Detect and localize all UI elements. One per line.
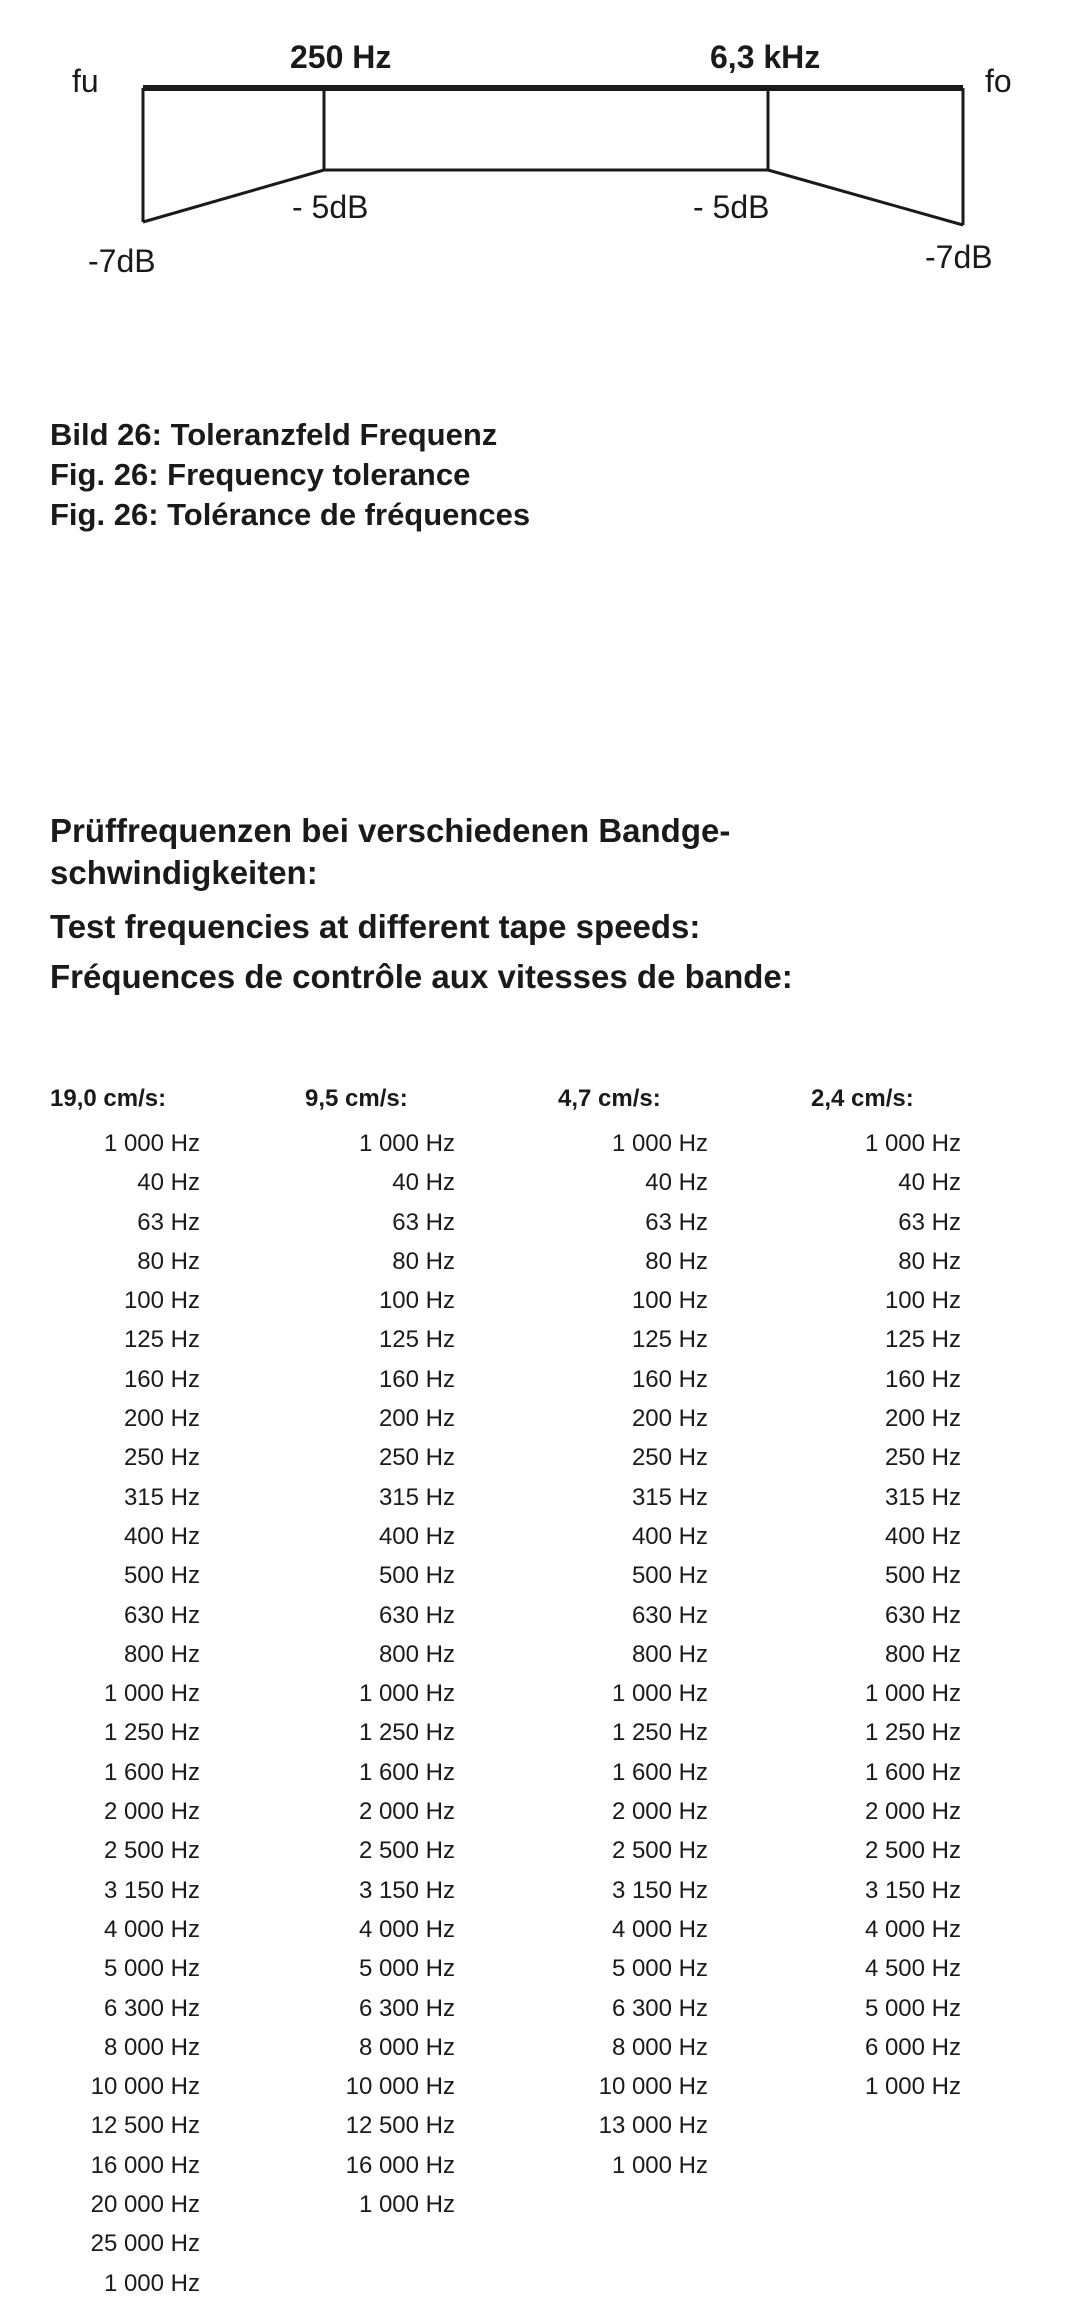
speed-column-2-4 xyxy=(811,1083,961,2106)
frequency-cell: 4 000 Hz xyxy=(103,1915,200,1943)
frequency-cell: 800 Hz xyxy=(631,1640,708,1668)
frequency-cell: 1 000 Hz xyxy=(103,1680,200,1708)
frequency-cell: 200 Hz xyxy=(631,1405,708,1433)
frequency-cell: 6 000 Hz xyxy=(864,2033,961,2061)
frequency-cell: 63 Hz xyxy=(898,1208,961,1236)
frequency-cell: 12 500 Hz xyxy=(90,2112,200,2140)
frequency-cell: 250 Hz xyxy=(884,1444,961,1472)
frequency-cell: 1 250 Hz xyxy=(864,1719,961,1747)
frequency-cell: 40 Hz xyxy=(898,1169,961,1197)
frequency-cell: 2 500 Hz xyxy=(103,1837,200,1865)
frequency-cell: 16 000 Hz xyxy=(345,2151,455,2179)
heading-french: Fréquences de contrôle aux vitesses de bande: xyxy=(50,958,793,995)
frequency-cell: 1 600 Hz xyxy=(103,1758,200,1786)
frequency-cell: 12 500 Hz xyxy=(345,2112,455,2140)
caption-english: Fig. 26: Frequency tolerance xyxy=(50,457,471,492)
label-6-3khz: 6,3 kHz xyxy=(710,39,821,75)
heading-german-line2: schwindigkeiten: xyxy=(50,854,318,891)
frequency-cell: 5 000 Hz xyxy=(611,1955,708,1983)
frequency-cell: 3 150 Hz xyxy=(864,1876,961,1904)
frequency-cell: 5 000 Hz xyxy=(103,1955,200,1983)
frequency-cell: 1 000 Hz xyxy=(358,1680,455,1708)
frequency-cell: 1 000 Hz xyxy=(358,2191,455,2219)
frequency-cell: 800 Hz xyxy=(884,1640,961,1668)
frequency-tolerance-diagram xyxy=(0,0,1072,300)
frequency-cell: 8 000 Hz xyxy=(358,2033,455,2061)
frequency-cell: 100 Hz xyxy=(631,1287,708,1315)
frequency-cell: 500 Hz xyxy=(123,1562,200,1590)
frequency-cell: 10 000 Hz xyxy=(90,2073,200,2101)
frequency-cell: 6 300 Hz xyxy=(103,1994,200,2022)
frequency-cell: 100 Hz xyxy=(378,1287,455,1315)
frequency-cell: 80 Hz xyxy=(392,1247,455,1275)
section-heading xyxy=(50,810,1010,998)
frequency-cell: 3 150 Hz xyxy=(611,1876,708,1904)
frequency-cell: 1 000 Hz xyxy=(611,1130,708,1157)
label-minus5db-left: - 5dB xyxy=(292,189,369,225)
heading-english: Test frequencies at different tape speeds: xyxy=(50,908,701,945)
frequency-cell: 40 Hz xyxy=(137,1169,200,1197)
frequency-cell: 1 250 Hz xyxy=(103,1719,200,1747)
frequency-cell: 160 Hz xyxy=(631,1365,708,1393)
frequency-cell: 1 600 Hz xyxy=(864,1758,961,1786)
frequency-cell: 630 Hz xyxy=(123,1601,200,1629)
frequency-cell: 800 Hz xyxy=(378,1640,455,1668)
frequency-cell: 5 000 Hz xyxy=(358,1955,455,1983)
frequency-cell: 630 Hz xyxy=(631,1601,708,1629)
frequency-cell: 10 000 Hz xyxy=(598,2073,708,2101)
frequency-cell: 315 Hz xyxy=(631,1483,708,1511)
frequency-cell: 100 Hz xyxy=(884,1287,961,1315)
frequency-cell: 125 Hz xyxy=(884,1326,961,1354)
frequency-cell: 800 Hz xyxy=(123,1640,200,1668)
frequency-cell: 1 000 Hz xyxy=(864,2073,961,2101)
frequency-cell: 5 000 Hz xyxy=(864,1994,961,2022)
frequency-cell: 40 Hz xyxy=(392,1169,455,1197)
frequency-cell: 1 000 Hz xyxy=(103,2269,200,2297)
frequency-cell: 125 Hz xyxy=(631,1326,708,1354)
caption-german: Bild 26: Toleranzfeld Frequenz xyxy=(50,417,498,452)
frequency-cell: 3 150 Hz xyxy=(103,1876,200,1904)
frequency-cell: 250 Hz xyxy=(123,1444,200,1472)
heading-german-line1: Prüffrequenzen bei verschiedenen Bandge- xyxy=(50,812,731,849)
frequency-cell: 40 Hz xyxy=(645,1169,708,1197)
frequency-cell: 160 Hz xyxy=(884,1365,961,1393)
frequency-cell: 500 Hz xyxy=(631,1562,708,1590)
frequency-cell: 6 300 Hz xyxy=(611,1994,708,2022)
frequency-cell: 100 Hz xyxy=(123,1287,200,1315)
frequency-cell: 8 000 Hz xyxy=(611,2033,708,2061)
frequency-cell: 1 000 Hz xyxy=(864,1680,961,1708)
frequency-cell: 315 Hz xyxy=(123,1483,200,1511)
frequency-cell: 2 000 Hz xyxy=(864,1798,961,1826)
frequency-cell: 4 000 Hz xyxy=(358,1915,455,1943)
frequency-cell: 1 000 Hz xyxy=(103,1130,200,1157)
frequency-cell: 2 000 Hz xyxy=(103,1798,200,1826)
frequency-cell: 160 Hz xyxy=(123,1365,200,1393)
frequency-cell: 2 000 Hz xyxy=(358,1798,455,1826)
frequency-cell: 80 Hz xyxy=(645,1247,708,1275)
label-minus7db-left: -7dB xyxy=(88,243,156,279)
speed-column-9-5 xyxy=(305,1083,455,2224)
frequency-cell: 500 Hz xyxy=(884,1562,961,1590)
frequency-cell: 80 Hz xyxy=(898,1247,961,1275)
frequency-cell: 125 Hz xyxy=(378,1326,455,1354)
label-minus7db-right: -7dB xyxy=(925,239,993,275)
frequency-cell: 200 Hz xyxy=(378,1405,455,1433)
frequency-cell: 2 500 Hz xyxy=(358,1837,455,1865)
frequency-cell: 250 Hz xyxy=(378,1444,455,1472)
frequency-cell: 400 Hz xyxy=(378,1522,455,1550)
column-header: 9,5 cm/s: xyxy=(305,1085,408,1112)
frequency-cell: 8 000 Hz xyxy=(103,2033,200,2061)
frequency-cell: 1 000 Hz xyxy=(864,1130,961,1157)
frequency-cell: 3 150 Hz xyxy=(358,1876,455,1904)
frequency-cell: 2 500 Hz xyxy=(611,1837,708,1865)
frequency-cell: 1 600 Hz xyxy=(358,1758,455,1786)
speed-column-4-7 xyxy=(558,1083,708,2185)
frequency-cell: 4 000 Hz xyxy=(611,1915,708,1943)
frequency-cell: 500 Hz xyxy=(378,1562,455,1590)
frequency-cell: 20 000 Hz xyxy=(90,2191,200,2219)
right-slope-line xyxy=(768,170,963,225)
frequency-cell: 2 500 Hz xyxy=(864,1837,961,1865)
frequency-cell: 4 500 Hz xyxy=(864,1955,961,1983)
frequency-cell: 1 000 Hz xyxy=(611,2151,708,2179)
frequency-cell: 250 Hz xyxy=(631,1444,708,1472)
label-fo: fo xyxy=(985,63,1012,99)
column-header: 4,7 cm/s: xyxy=(558,1085,661,1112)
caption-french: Fig. 26: Tolérance de fréquences xyxy=(50,497,531,532)
frequency-cell: 315 Hz xyxy=(378,1483,455,1511)
frequency-cell: 1 250 Hz xyxy=(358,1719,455,1747)
frequency-cell: 1 000 Hz xyxy=(611,1680,708,1708)
frequency-cell: 6 300 Hz xyxy=(358,1994,455,2022)
column-header: 2,4 cm/s: xyxy=(811,1085,914,1112)
frequency-cell: 160 Hz xyxy=(378,1365,455,1393)
frequency-cell: 1 600 Hz xyxy=(611,1758,708,1786)
speed-column-19 xyxy=(50,1083,200,2303)
frequency-cell: 16 000 Hz xyxy=(90,2151,200,2179)
frequency-cell: 400 Hz xyxy=(123,1522,200,1550)
frequency-cell: 80 Hz xyxy=(137,1247,200,1275)
frequency-cell: 630 Hz xyxy=(884,1601,961,1629)
frequency-cell: 1 250 Hz xyxy=(611,1719,708,1747)
label-fu: fu xyxy=(72,63,99,99)
label-250hz: 250 Hz xyxy=(290,39,392,75)
frequency-cell: 315 Hz xyxy=(884,1483,961,1511)
frequency-cell: 630 Hz xyxy=(378,1601,455,1629)
frequency-cell: 10 000 Hz xyxy=(345,2073,455,2101)
frequency-cell: 63 Hz xyxy=(645,1208,708,1236)
frequency-cell: 2 000 Hz xyxy=(611,1798,708,1826)
frequency-cell: 13 000 Hz xyxy=(598,2112,708,2140)
frequency-cell: 25 000 Hz xyxy=(90,2230,200,2258)
frequency-cell: 63 Hz xyxy=(137,1208,200,1236)
frequency-cell: 125 Hz xyxy=(123,1326,200,1354)
figure-caption xyxy=(50,415,530,535)
frequency-cell: 400 Hz xyxy=(884,1522,961,1550)
frequency-cell: 400 Hz xyxy=(631,1522,708,1550)
frequency-cell: 4 000 Hz xyxy=(864,1915,961,1943)
column-header: 19,0 cm/s: xyxy=(50,1085,167,1112)
frequency-cell: 63 Hz xyxy=(392,1208,455,1236)
frequency-cell: 200 Hz xyxy=(123,1405,200,1433)
frequency-cell: 200 Hz xyxy=(884,1405,961,1433)
frequency-cell: 1 000 Hz xyxy=(358,1130,455,1157)
label-minus5db-right: - 5dB xyxy=(693,189,770,225)
